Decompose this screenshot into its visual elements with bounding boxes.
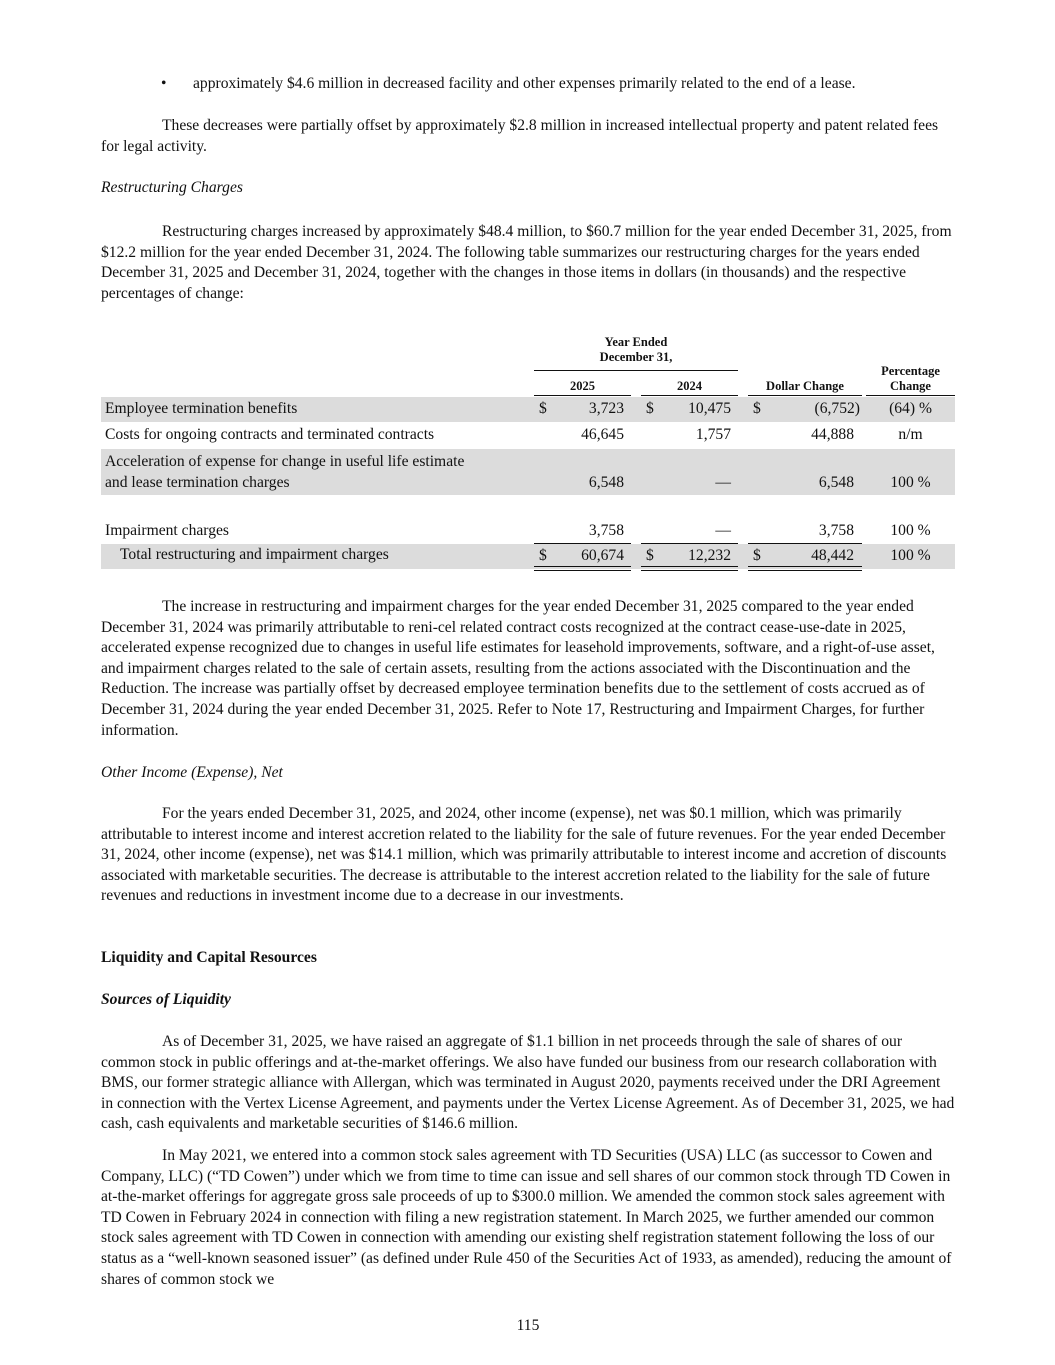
value-pct-change: n/m — [898, 426, 923, 443]
paragraph-td-cowen: In May 2021, we entered into a common stock sales agreement with TD Securities (USA) LLC (as successor to Cowen and Company, LLC) (“TD Cowen”) under which we from time to time can issue and sell shares of our common stock through TD Cowen in at-the-market offerings for aggregate gross sale proceeds of up to $300.0 million. We amended the common stock sales agreement with TD Cowen in February 2024 in connection with filing a new registration statement. In March 2025, we further amended our common stock sales agreement with TD Cowen in connection with amending our existing shelf registration statement following the loss of our status as a “well-known seasoned issuer” (as defined under Rule 450 of the Securities Act of 1933, as amended), reducing the amount of shares of common stock we — [101, 1147, 952, 1288]
header-rule-2025 — [534, 395, 631, 396]
value-2025: 3,758 — [588, 522, 624, 539]
currency-symbol: $ — [753, 547, 761, 564]
row-label: Total restructuring and impairment charges — [120, 546, 389, 563]
row-label-line1: Acceleration of expense for change in useful life estimate — [105, 453, 465, 470]
value-dollar-change: (6,752) — [814, 400, 860, 417]
heading-other-income: Other Income (Expense), Net — [101, 764, 283, 781]
header-rule-pct — [866, 395, 955, 396]
header-year-ended-line2: December 31, — [599, 350, 673, 364]
paragraph-other-income: For the years ended December 31, 2025, and 2024, other income (expense), net was $0.1 million, which was primarily attributable to interest income and interest accretion related to the liability for the sale of future revenues. For the year ended December 31, 2024, other income (expense), net was $14.1 million, which was primarily attributable to interest income and accretion of discounts associated with marketable securities. The decrease is attributable to the interest accretion related to the liability for the sale of future revenues and reductions in investment income due to a decrease in our investments. — [101, 805, 947, 905]
currency-symbol: $ — [646, 400, 654, 417]
paragraph-restructuring-intro: Restructuring charges increased by approximately $48.4 million, to $60.7 million for the year ended December 31, 2025, from $12.2 million for the year ended December 31, 2024. The following table summarizes our restructuring charges for the years ended December 31, 2025 and December 31, 2024, together with the changes in those items in dollars (in thousands) and the respective percentages of change: — [101, 223, 952, 302]
value-dollar-change: 48,442 — [811, 547, 854, 564]
row-label: Costs for ongoing contracts and terminated contracts — [105, 426, 435, 443]
heading-liquidity: Liquidity and Capital Resources — [101, 949, 317, 966]
value-2025: 6,548 — [588, 474, 624, 491]
paragraph-offset: These decreases were partially offset by approximately $2.8 million in increased intellectual property and patent related fees for legal activity. — [101, 117, 939, 155]
currency-symbol: $ — [539, 547, 547, 564]
value-2024: 1,757 — [695, 426, 731, 443]
value-dollar-change: 6,548 — [818, 474, 854, 491]
header-rule-dollar — [748, 395, 862, 396]
header-group-rule — [534, 370, 738, 371]
paragraph-sources-liquidity: As of December 31, 2025, we have raised an aggregate of $1.1 billion in net proceeds through the sale of shares of our common stock in public offerings and at-the-market offerings. We also have funded our business from our research collaboration with BMS, our former strategic alliance with Allergan, which was terminated in August 2020, payments received under the DRI Agreement in connection with the Vertex License Agreement, and payments under the Vertex License Agreement. As of December 31, 2025, we had cash, cash equivalents and marketable securities of $146.6 million. — [101, 1033, 955, 1133]
table-row — [101, 449, 955, 495]
value-dollar-change: 3,758 — [818, 522, 854, 539]
value-2025: 3,723 — [588, 400, 624, 417]
value-2025: 60,674 — [581, 547, 624, 564]
value-2024: — — [715, 522, 731, 539]
paragraph-restructuring-increase: The increase in restructuring and impairment charges for the year ended December 31, 2025 compared to the year ended December 31, 2024 was primarily attributable to reni-cel related contract costs recognized at the contract cease-use-date in 2025, accelerated expense recognized due to changes in useful life estimates for leasehold improvements, software, and a right-of-use asset, and impairment charges related to the sale of certain assets, resulting from the actions associated with the Discontinuation and the Reduction. The increase was partially offset by decreased employee termination benefits due to the settlement of costs accrued as of December 31, 2024 during the year ended December 31, 2025. Refer to Note 17, Restructuring and Impairment Charges, for further information. — [101, 598, 935, 739]
header-pct-line2: Change — [890, 379, 931, 393]
header-col-percentage-change — [866, 364, 955, 394]
value-2024: — — [715, 474, 731, 491]
value-pct-change: 100 % — [890, 522, 931, 539]
header-col-dollar-change: Dollar Change — [766, 379, 844, 393]
total-double-rule-2025 — [534, 566, 631, 571]
bullet-glyph: • — [161, 75, 167, 92]
header-col-2024: 2024 — [677, 379, 702, 393]
total-double-rule-dollar — [748, 566, 862, 571]
row-label-line2: and lease termination charges — [105, 474, 290, 491]
currency-symbol: $ — [646, 547, 654, 564]
header-pct-line1: Percentage — [881, 364, 940, 378]
table-row — [101, 397, 955, 422]
currency-symbol: $ — [753, 400, 761, 417]
value-2025: 46,645 — [581, 426, 624, 443]
currency-symbol: $ — [539, 400, 547, 417]
total-double-rule-2024 — [641, 566, 738, 571]
value-dollar-change: 44,888 — [811, 426, 854, 443]
header-year-ended-line1: Year Ended — [604, 335, 668, 349]
header-col-2025: 2025 — [570, 379, 595, 393]
table-row — [101, 519, 955, 543]
header-rule-2024 — [641, 395, 738, 396]
heading-restructuring-charges: Restructuring Charges — [101, 179, 243, 196]
value-pct-change: 100 % — [890, 474, 931, 491]
header-year-ended — [534, 335, 738, 365]
value-2024: 12,232 — [688, 547, 731, 564]
row-label: Impairment charges — [105, 522, 229, 539]
value-pct-change: (64) % — [889, 400, 932, 417]
bullet-item: approximately $4.6 million in decreased facility and other expenses primarily related to the end of a lease. — [193, 75, 856, 92]
value-2024: 10,475 — [688, 400, 731, 417]
subheading-sources-of-liquidity: Sources of Liquidity — [101, 991, 231, 1008]
value-pct-change: 100 % — [890, 547, 931, 564]
page-number: 115 — [516, 1317, 540, 1334]
row-label: Employee termination benefits — [105, 400, 298, 417]
table-row — [101, 423, 955, 448]
